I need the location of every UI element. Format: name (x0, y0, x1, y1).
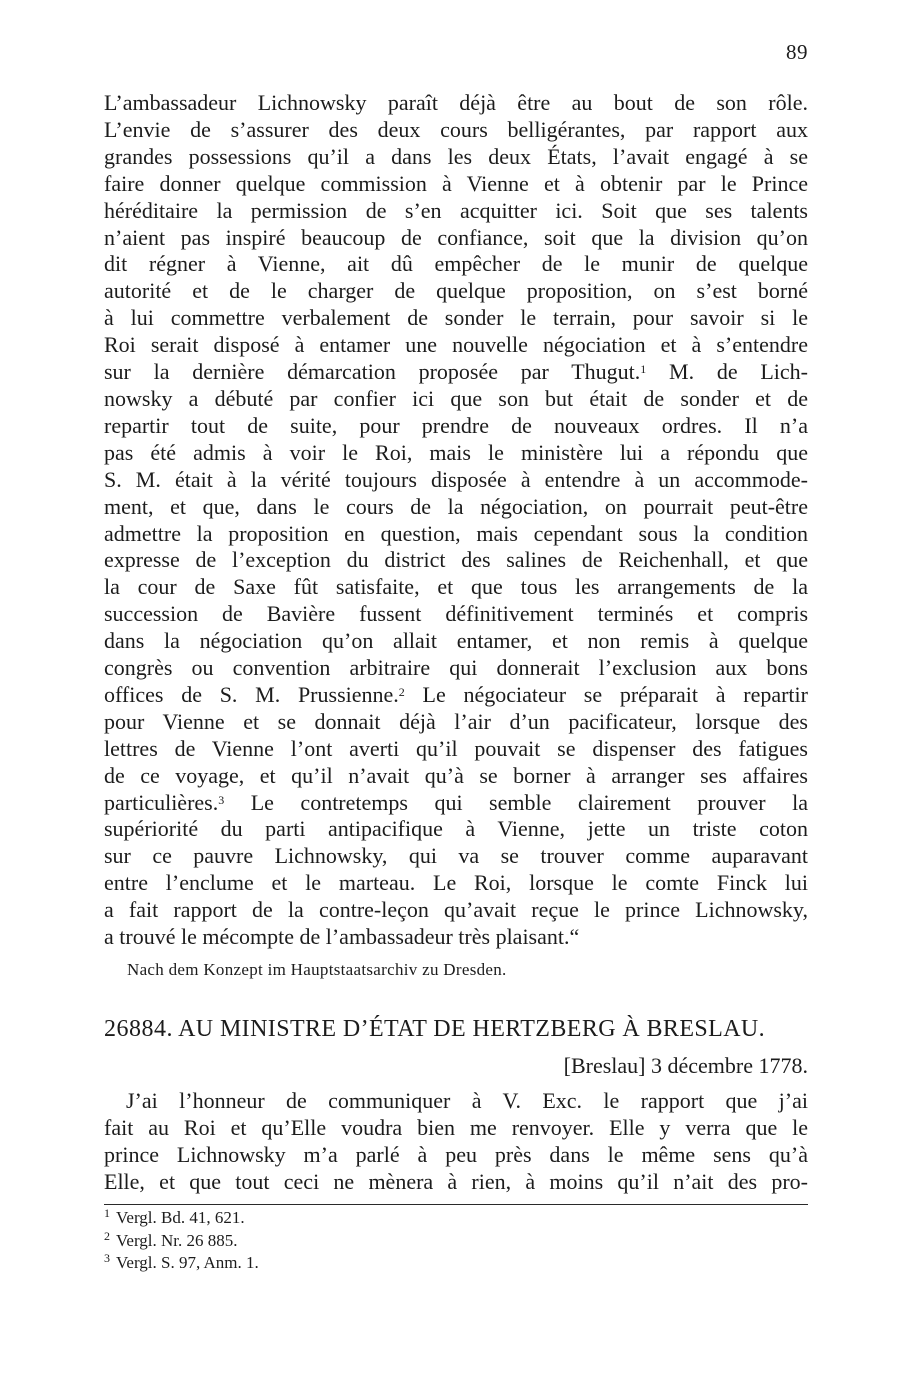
text-line: pas été admis à voir le Roi, mais le ministère lui a répondu que (104, 439, 808, 465)
text-line: prince Lichnowsky m’a parlé à peu près dans le même sens qu’à (104, 1141, 808, 1167)
text-line: lettres de Vienne l’ont averti qu’il pouvait se dispenser des fatigues (104, 735, 808, 761)
document-title: AU MINISTRE D’ÉTAT DE HERTZBERG À BRESLAU. (178, 1016, 766, 1042)
text-line: L’envie de s’assurer des deux cours belligérantes, par rapport aux (104, 116, 808, 142)
text-line: repartir tout de suite, pour prendre de nouveaux ordres. Il n’a (104, 412, 808, 438)
text-line (104, 359, 808, 386)
text-line: Elle, et que tout ceci ne mènera à rien, à moins qu’il n’ait des pro- (104, 1168, 808, 1194)
text-line: fait au Roi et qu’Elle voudra bien me renvoyer. Elle y verra que le (104, 1114, 808, 1140)
text-line: Roi serait disposé à entamer une nouvelle négociation et à s’entendre (104, 332, 808, 358)
text-segment: offices de S. M. Prussienne. (104, 681, 399, 707)
footnote-number: 3 (104, 1251, 110, 1265)
footnote-marker: 1 (640, 362, 647, 377)
footnote (104, 1207, 259, 1230)
footnote (104, 1230, 259, 1253)
text-segment: particulières. (104, 789, 219, 815)
text-line: héréditaire la permission de s’en acquitter ici. Soit que ses talents (104, 197, 808, 223)
text-line: S. M. était à la vérité toujours disposée à entendre à un accommode- (104, 466, 808, 492)
text-segment: Le contretemps qui semble clairement prouver la (224, 789, 808, 815)
text-line: dit régner à Vienne, ait dû empêcher de le munir de quelque (104, 251, 808, 277)
text-line: supériorité du parti antipacifique à Vienne, jette un triste coton (104, 816, 808, 842)
footnote (104, 1252, 259, 1275)
text-line: grandes possessions qu’il a dans les deux États, l’avait engagé à se (104, 143, 808, 169)
footnote-text: Vergl. Bd. 41, 621. (116, 1208, 245, 1227)
text-line: de ce voyage, et qu’il n’avait qu’à se borner à arranger ses affaires (104, 762, 808, 788)
text-line: nowsky a débuté par confier ici que son but était de sonder et de (104, 385, 808, 411)
text-line: dans la négociation qu’on allait entamer, et non remis à quelque (104, 628, 808, 654)
footnote-marker: 2 (398, 684, 405, 699)
text-line: faire donner quelque commission à Vienne et à obtenir par le Prince (104, 170, 808, 196)
footnote-number: 2 (104, 1228, 110, 1243)
text-line: ment, et que, dans le cours de la négociation, on pourrait peut-être (104, 493, 808, 519)
text-line: entre l’enclume et le marteau. Le Roi, lorsque le comte Finck lui (104, 870, 808, 896)
text-line: à lui commettre verbalement de sonder le terrain, pour savoir si le (104, 305, 808, 331)
text-line: autorité et de le charger de quelque proposition, on s’est borné (104, 278, 808, 304)
text-line: la cour de Saxe fût satisfaite, et que tous les arrangements de la (104, 574, 808, 600)
document-heading (104, 1016, 808, 1043)
document-dateline: [Breslau] 3 décembre 1778. (563, 1053, 808, 1078)
footnote-text: Vergl. Nr. 26 885. (116, 1230, 238, 1250)
text-line: L’ambassadeur Lichnowsky paraît déjà être au bout de son rôle. (104, 90, 808, 115)
text-line: a trouvé le mécompte de l’ambassadeur très plaisant.“ (104, 924, 580, 950)
page-number: 89 (786, 40, 808, 64)
second-letter-text (104, 1088, 808, 1196)
source-note: Nach dem Konzept im Hauptstaatsarchiv zu Dresden. (127, 960, 507, 979)
text-line: sur ce pauvre Lichnowsky, qui va se trouver comme auparavant (104, 843, 808, 869)
text-line: succession de Bavière fussent définitivement terminés et compris (104, 601, 808, 627)
text-line (104, 790, 808, 817)
footnote-number: 1 (104, 1206, 110, 1220)
text-line: a fait rapport de la contre-leçon qu’avait reçue le prince Lichnowsky, (104, 897, 808, 923)
footnote-marker: 3 (218, 792, 225, 807)
text-segment: M. de Lich- (646, 359, 808, 385)
footnote-text: Vergl. S. 97, Anm. 1. (116, 1253, 259, 1272)
footnotes (104, 1207, 259, 1275)
text-line: admettre la proposition en question, mais cependant sous la condition (104, 520, 808, 546)
main-letter-text (104, 90, 808, 951)
text-line: pour Vienne et se donnait déjà l’air d’un pacificateur, lorsque des (104, 708, 808, 734)
text-segment: Le négociateur se préparait à repartir (404, 681, 808, 707)
text-segment: sur la dernière démarcation proposée par Thugut. (104, 359, 641, 385)
text-line: J’ai l’honneur de communiquer à V. Exc. le rapport que j’ai (126, 1088, 808, 1113)
document-number: 26884. (104, 1016, 173, 1042)
text-line (104, 682, 808, 709)
footnote-divider (104, 1204, 808, 1205)
text-line: congrès ou convention arbitraire qui donnerait l’exclusion aux bons (104, 655, 808, 681)
text-line: expresse de l’exception du district des salines de Reichenhall, et que (104, 547, 808, 573)
text-line: n’aient pas inspiré beaucoup de confiance, soit que la division qu’on (104, 224, 808, 250)
